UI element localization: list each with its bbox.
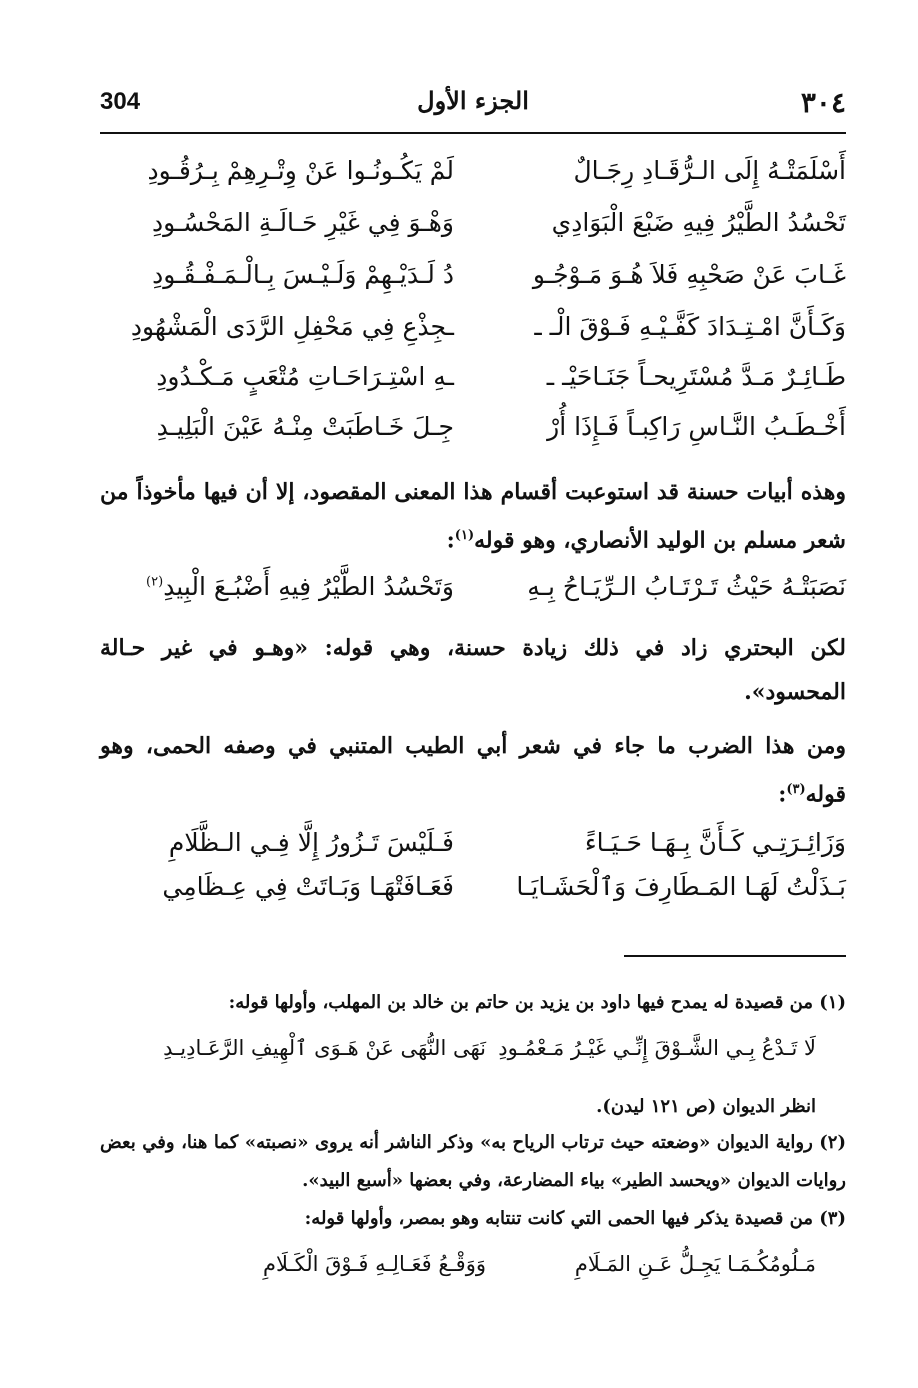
verse-second-hemistich: نَهَى النُّهَى عَنْ هَـوَى ٱلْهِيفِ الرَّعَـادِيـدِ <box>163 1036 486 1060</box>
verse-line <box>100 312 846 362</box>
verse-line <box>100 156 846 206</box>
verse-first-hemistich: أَخْـطَـبُ النَّـاسِ رَاكِبـاً فَـإِذَا أُرْ <box>547 412 846 441</box>
verse-first-hemistich: أَسْلَمَتْـهُ إِلَى الـرُّقَـادِ رِجَـالٌ <box>573 156 846 185</box>
footnote-divider <box>624 955 846 957</box>
verse-line <box>100 362 846 412</box>
paragraph-text: وهذه أبيات حسنة قد استوعبت أقسام هذا المعنى المقصود، إلا أن فيها مأخوذاً من شعر مسلم بن الوليد الأنصاري، وهو قوله <box>100 479 846 554</box>
page-header <box>100 86 846 126</box>
verse-second-hemistich: ـجِذْعِ فِي مَحْفِلِ الرَّدَى الْمَشْهُودِ <box>130 312 454 341</box>
footnote-3: (٣) من قصيدة يذكر فيها الحمى التي كانت تنتابه وهو بمصر، وأولها قوله: <box>304 1208 846 1229</box>
verse-second-hemistich <box>146 572 454 601</box>
verse-first-hemistich: غَـابَ عَنْ صَحْبِهِ فَلاَ هُـوَ مَـوْجُـو <box>532 260 846 289</box>
verse-first-hemistich: طَـائِـرٌ مَـدَّ مُسْتَرِيحـاً جَنَـاحَيْـ ـ <box>546 362 846 391</box>
verse-first-hemistich: تَحْسُدُ الطَّيْرُ فِيهِ ضَبْعَ الْبَوَادِي <box>551 208 846 237</box>
footnote-1-reference: انظر الديوان (ص ١٢١ ليدن). <box>596 1096 816 1117</box>
verse-second-hemistich: وَهْـوَ فِي غَيْرِ حَـالَـةِ المَحْسُـودِ <box>151 208 454 237</box>
verse-first-hemistich: نَصَبَتْـهُ حَيْثُ تَـرْتَـابُ الـرِّيَـاحُ بِـهِ <box>527 572 846 601</box>
verse-line <box>100 208 846 258</box>
verse-first-hemistich: وَزَائِـرَتِـي كَـأَنَّ بِـهَـا حَـيَـاءً <box>584 828 846 857</box>
body-paragraph <box>100 626 846 714</box>
footnote-1: (١) من قصيدة له يمدح فيها داود بن يزيد بن حاتم بن خالد بن المهلب، وأولها قوله: <box>228 992 846 1013</box>
verse-line <box>100 872 846 922</box>
footnote-ref: (١) <box>454 528 475 543</box>
hemistich-text: وَتَحْسُدُ الطَّيْرُ فِيهِ أَضْبُـعَ الْبِيدِ <box>163 572 454 601</box>
verse-line <box>100 828 846 878</box>
verse-first-hemistich: وَكَـأَنَّ امْـتِـدَادَ كَفَّـيْـهِ فَـوْقَ الْـ ـ <box>534 312 846 341</box>
verse-line <box>100 260 846 310</box>
paragraph-text: لكن البحتري زاد في ذلك زيادة حسنة، وهي قوله: «وهـو في غير حـالة المحسود». <box>100 635 846 705</box>
footnote-verse <box>100 1036 846 1076</box>
footnote-2: (٢) رواية الديوان «وضعته حيث ترتاب الرياح به» وذكر الناشر أنه يروى «نصبته» كما هنا، وفي بعض روايات الديوان «ويحسد الطير» بياء المضارعة، وفي بعضها «أسبع البيد». <box>100 1132 846 1191</box>
verse-second-hemistich: جِـلَ خَـاطَبَتْ مِنْـهُ عَيْنَ الْبَلِيـدِ <box>156 412 454 441</box>
verse-second-hemistich: فَعَـافَتْهَـا وَبَـاتَتْ فِي عِـظَامِي <box>162 872 454 901</box>
verse-second-hemistich: وَوَقْـعُ فَعَـالِـهِ فَـوْقَ الْكَـلَامِ <box>262 1252 486 1276</box>
footnote-ref: (٢) <box>146 574 164 590</box>
paragraph-tail: : <box>778 781 787 808</box>
footnote-ref: (٣) <box>786 782 806 797</box>
verse-line <box>100 412 846 462</box>
verse-line <box>100 572 846 622</box>
paragraph-tail: : <box>446 527 455 554</box>
verse-second-hemistich: ـهِ اسْتِـرَاحَـاتِ مُتْعَبٍ مَـكْـدُودِ <box>156 362 454 391</box>
page-number-arabic: ٣٠٤ <box>800 86 846 119</box>
verse-second-hemistich: لَمْ يَكُـونُـوا عَنْ وِتْـرِهِمْ بِـرُقُـودِ <box>147 156 454 185</box>
footnote-verse <box>100 1252 846 1292</box>
verse-second-hemistich: فَـلَيْسَ تَـزُورُ إِلَّا فِـي الـظَّلَامِ <box>168 828 454 857</box>
verse-first-hemistich: بَـذَلْتُ لَهَـا المَـطَارِفَ وَٱلْحَشَـايَـا <box>516 872 846 901</box>
paragraph-text: ومن هذا الضرب ما جاء في شعر أبي الطيب المتنبي في وصفه الحمى، وهو قوله <box>100 733 846 808</box>
body-paragraph <box>100 724 846 816</box>
page-number-latin: 304 <box>100 88 141 115</box>
verse-second-hemistich: دُ لَـدَيْـهِمْ وَلَـيْـسَ بِـالْـمَـفْـقُـودِ <box>152 260 454 289</box>
header-divider <box>100 132 846 134</box>
verse-first-hemistich: مَـلُومُكُـمَـا يَجِـلُّ عَـنِ المَـلَامِ <box>574 1252 816 1276</box>
verse-first-hemistich: لَا تَـدْعُ بِـي الشَّـوْقَ إِنِّـي غَيْـرُ مَـعْمُـودِ <box>498 1036 816 1060</box>
page-title: الجزء الأول <box>417 86 529 115</box>
body-paragraph <box>100 470 846 562</box>
